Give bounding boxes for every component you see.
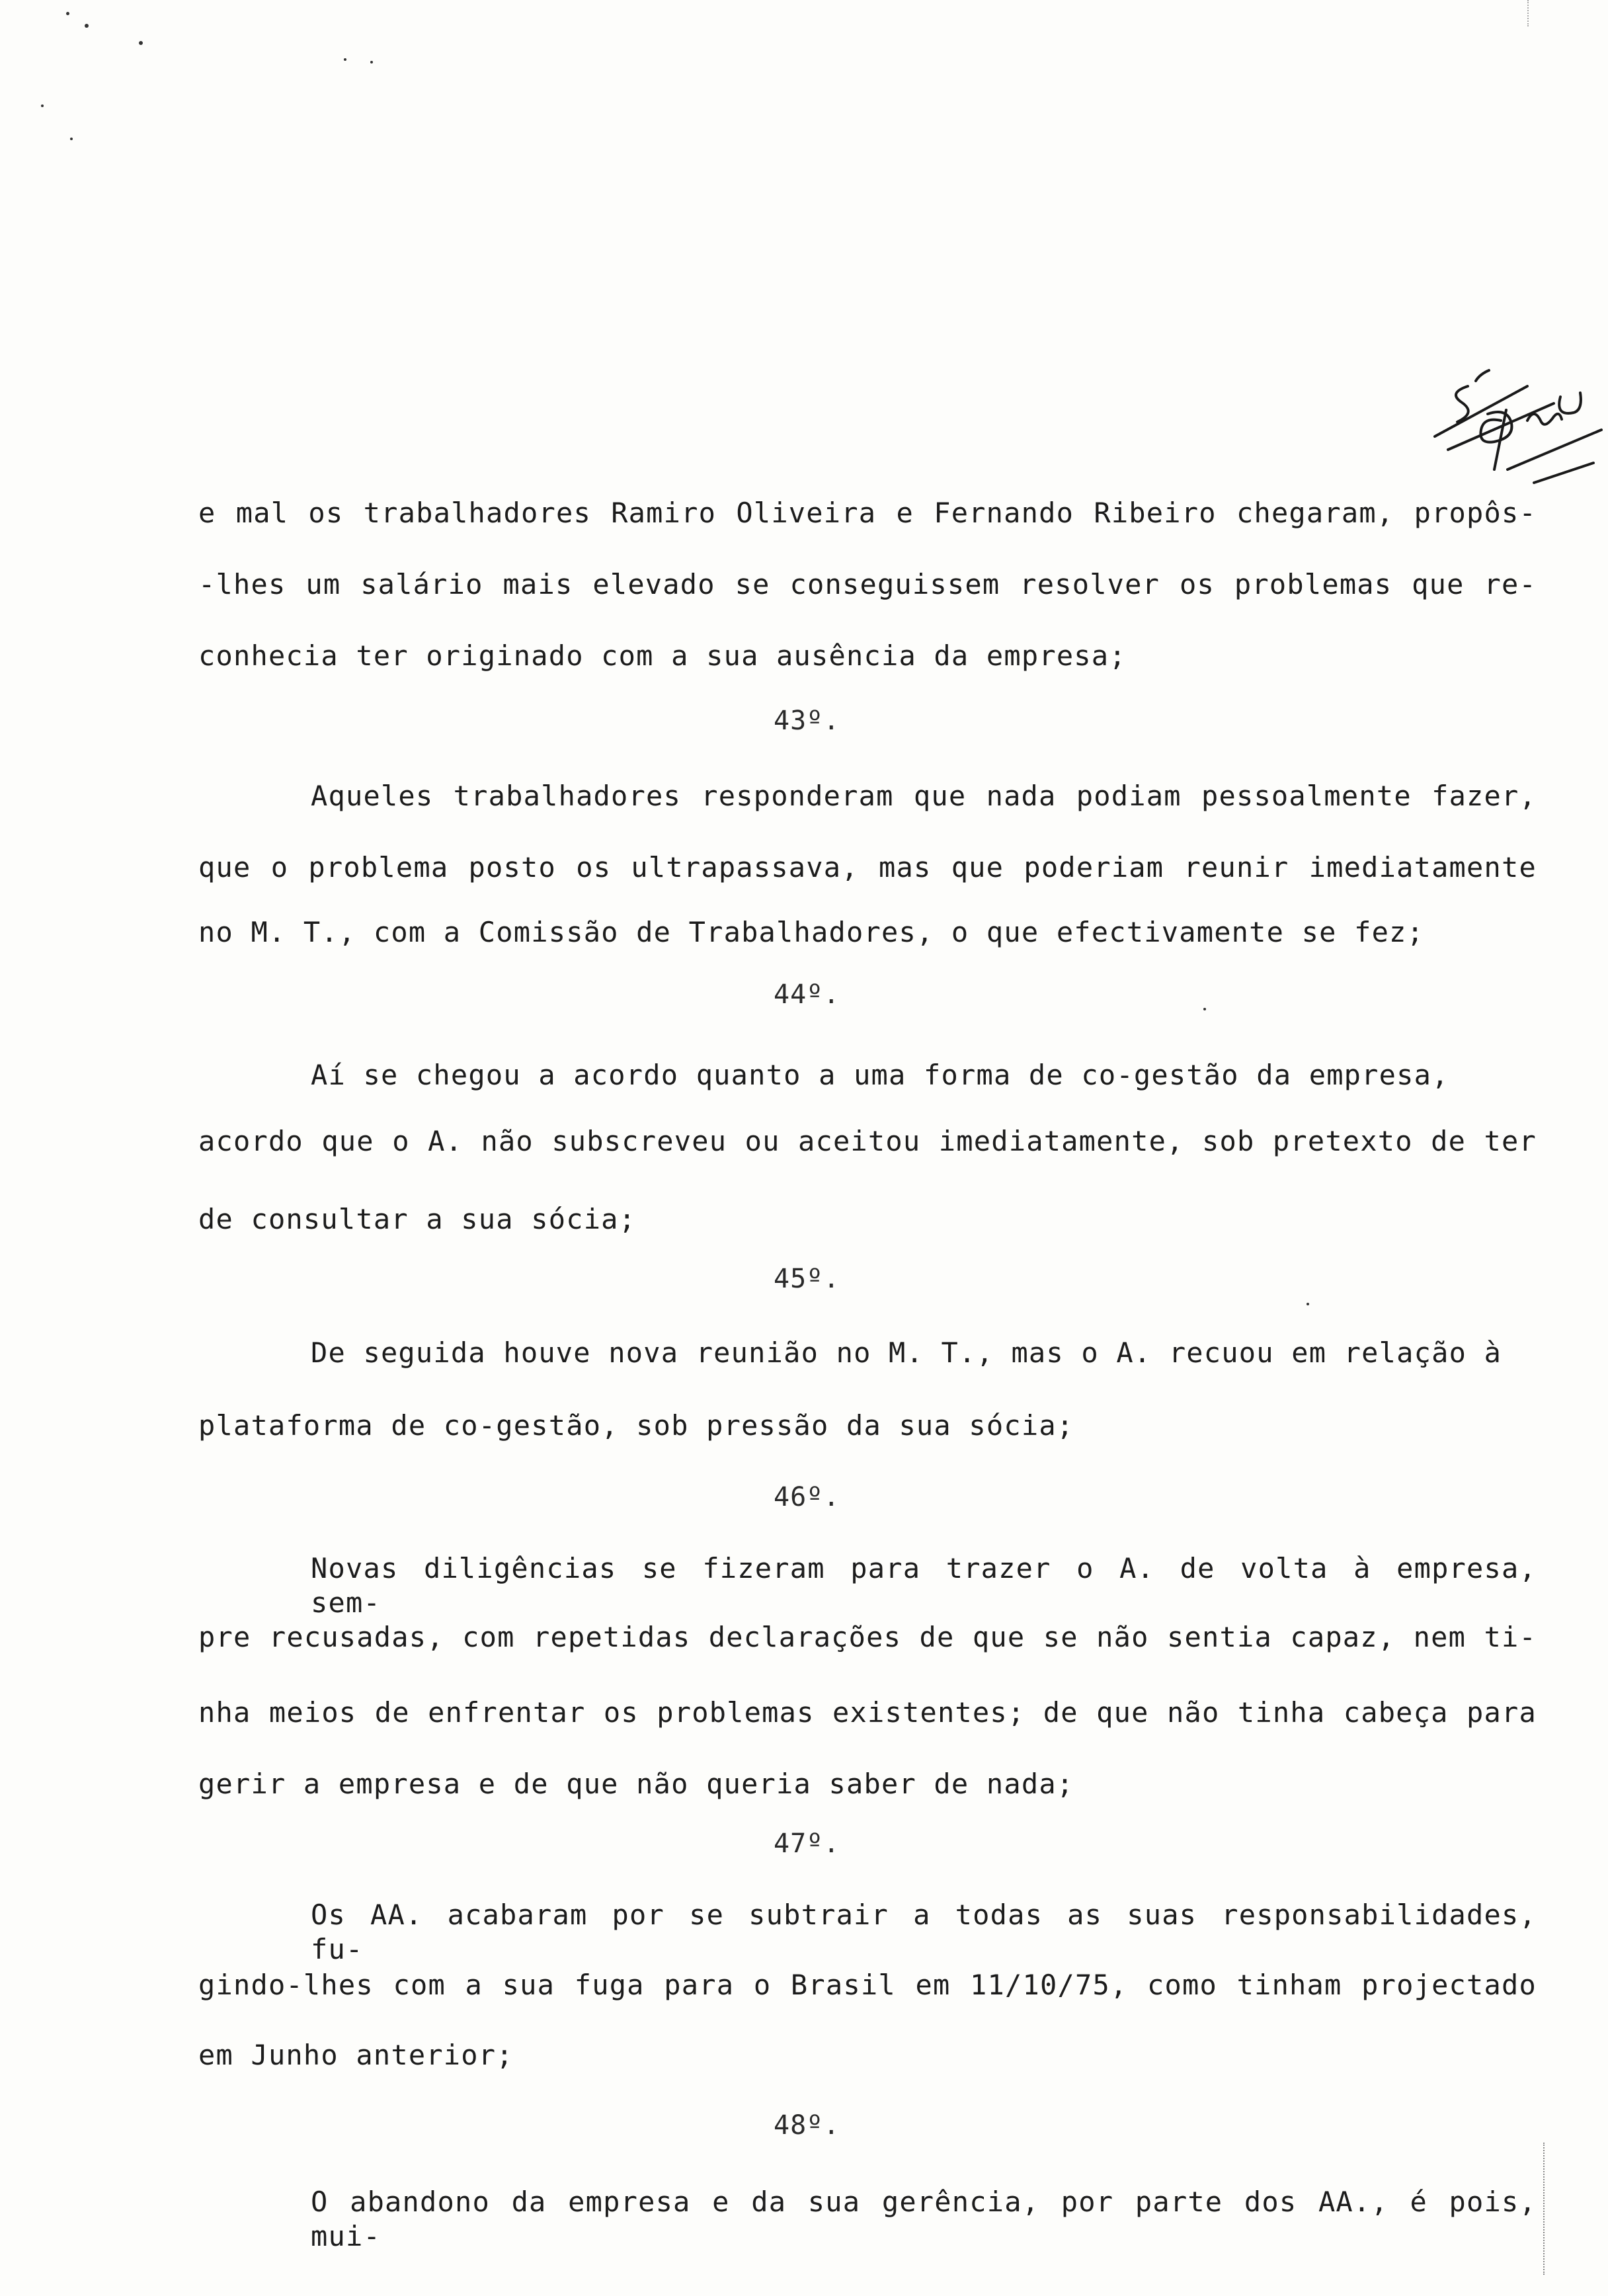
scan-speck: [139, 41, 143, 45]
article-number: 43º.: [774, 706, 840, 736]
text-line: O abandono da empresa e da sua gerência, por parte dos AA., é pois, mui-: [311, 2186, 1537, 2252]
text-line: gerir a empresa e de que não queria saber de nada;: [198, 1768, 1074, 1800]
text-line: em Junho anterior;: [198, 2039, 514, 2071]
text-line: Novas diligências se fizeram para trazer o A. de volta à empresa, sem-: [311, 1552, 1537, 1619]
scan-speck: [85, 24, 89, 28]
scan-speck: [41, 104, 44, 107]
article-number: 44º.: [774, 979, 840, 1010]
article-number: 47º.: [774, 1828, 840, 1859]
scan-speck: [1306, 1303, 1309, 1305]
scan-speck: [70, 138, 73, 140]
text-line: Aí se chegou a acordo quanto a uma forma de co-gestão da empresa,: [311, 1059, 1449, 1091]
text-line: acordo que o A. não subscreveu ou aceitou imediatamente, sob pretexto de ter: [198, 1125, 1537, 1157]
scan-speck: [344, 58, 346, 61]
text-line: -lhes um salário mais elevado se conseguissem resolver os problemas que re-: [198, 568, 1537, 600]
text-line: Aqueles trabalhadores responderam que nada podiam pessoalmente fazer,: [311, 780, 1537, 812]
text-line: gindo-lhes com a sua fuga para o Brasil em 11/10/75, como tinham projectado: [198, 1969, 1537, 2001]
margin-dots: [1527, 0, 1531, 26]
text-line: conhecia ter originado com a sua ausência da empresa;: [198, 639, 1127, 672]
scan-speck: [370, 61, 373, 63]
margin-dots: [1543, 2143, 1548, 2275]
article-number: 48º.: [774, 2110, 840, 2141]
scan-speck: [66, 12, 69, 15]
article-number: 45º.: [774, 1264, 840, 1294]
text-line: que o problema posto os ultrapassava, mas que poderiam reunir imediatamente: [198, 851, 1537, 883]
text-line: Os AA. acabaram por se subtrair a todas as suas responsabilidades, fu-: [311, 1899, 1537, 1965]
text-line: nha meios de enfrentar os problemas existentes; de que não tinha cabeça para: [198, 1696, 1537, 1729]
scan-speck: [1203, 1008, 1206, 1010]
handwritten-initials-icon: [1428, 357, 1607, 503]
text-line: pre recusadas, com repetidas declarações de que se não sentia capaz, nem ti-: [198, 1621, 1537, 1653]
text-line: no M. T., com a Comissão de Trabalhadores, o que efectivamente se fez;: [198, 916, 1425, 948]
text-line: De seguida houve nova reunião no M. T., mas o A. recuou em relação à: [311, 1336, 1502, 1369]
article-number: 46º.: [774, 1482, 840, 1512]
text-line: e mal os trabalhadores Ramiro Oliveira e Fernando Ribeiro chegaram, propôs-: [198, 497, 1537, 529]
text-line: plataforma de co-gestão, sob pressão da sua sócia;: [198, 1409, 1074, 1442]
text-line: de consultar a sua sócia;: [198, 1203, 637, 1235]
